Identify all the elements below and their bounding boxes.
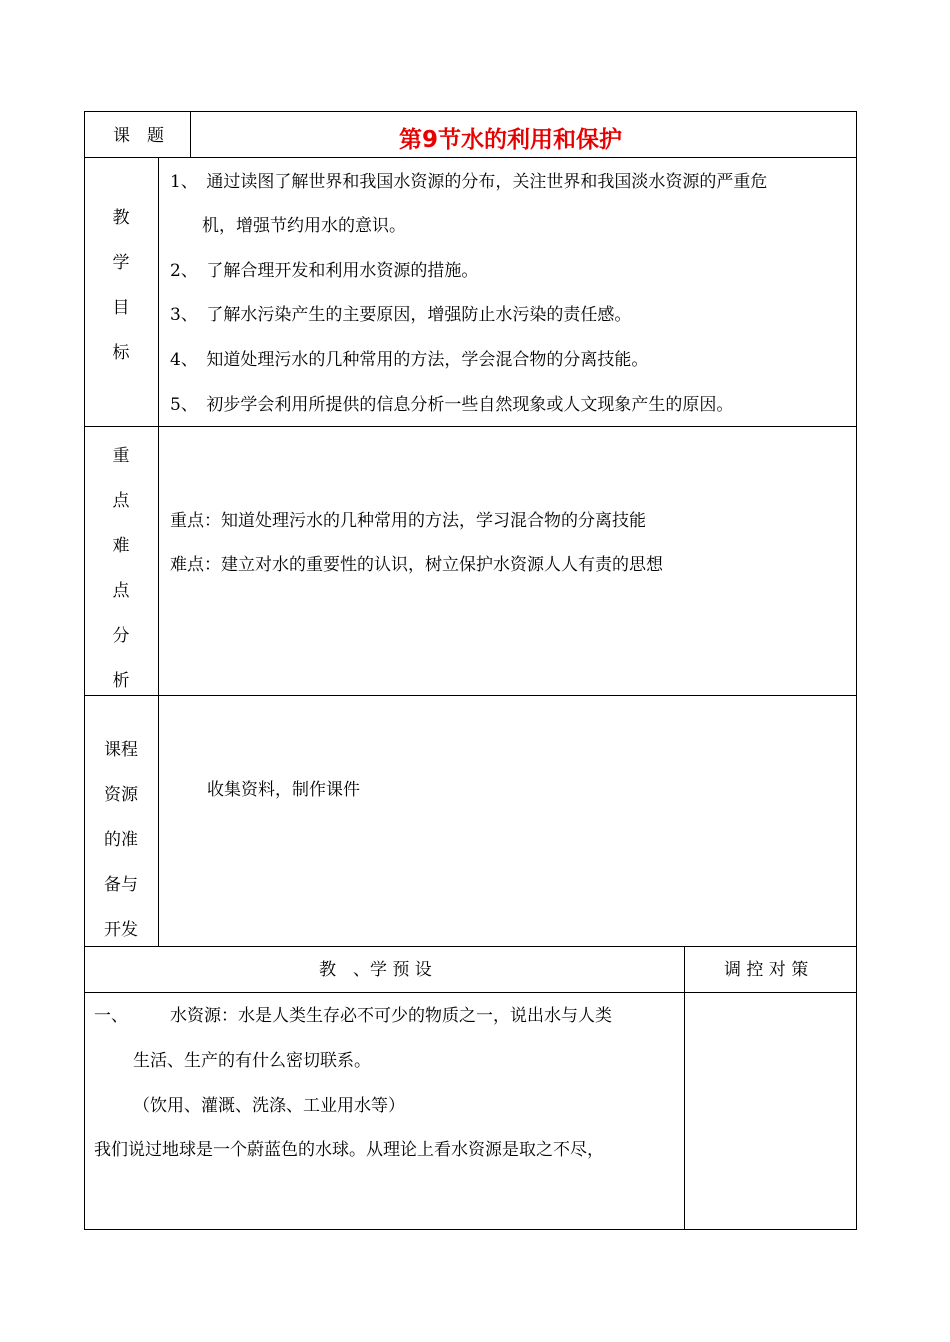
objective-item-2: 2、 了解合理开发和利用水资源的措施。 xyxy=(170,261,479,281)
objective-item-1: 1、 通过读图了解世界和我国水资源的分布，关注世界和我国淡水资源的严重危 xyxy=(170,172,768,192)
resources-label-line: 开发 xyxy=(104,920,138,940)
row-divider-resources xyxy=(84,946,857,947)
objective-item-5: 5、 初步学会利用所提供的信息分析一些自然现象或人文现象产生的原因。 xyxy=(170,395,734,415)
topic-label: 课 题 xyxy=(113,126,164,146)
page-title: 第9节水的利用和保护 xyxy=(399,127,623,153)
key-points-label-char: 难 xyxy=(112,536,130,556)
objective-item-1-cont: 机，增强节约用水的意识。 xyxy=(202,216,406,236)
difficulty-text: 难点：建立对水的重要性的认识，树立保护水资源人人有责的思想 xyxy=(170,555,663,575)
teaching-section-number: 一、 xyxy=(94,1006,128,1026)
row-divider-key-points xyxy=(84,695,857,696)
control-strategy-header: 调 控 对 策 xyxy=(724,960,809,980)
resources-label xyxy=(84,735,158,960)
objectives-label-char: 学 xyxy=(112,253,130,273)
key-points-label-char: 分 xyxy=(112,626,130,646)
teaching-design-header: 教 、学 预 设 xyxy=(319,960,432,980)
col-divider-teaching xyxy=(684,946,685,1230)
teaching-line-3: （饮用、灌溉、洗涤、工业用水等） xyxy=(133,1096,405,1116)
resources-label-line: 资源 xyxy=(104,785,138,805)
row-divider-objectives xyxy=(84,426,857,427)
objectives-label-char: 教 xyxy=(112,208,130,228)
row-divider-header xyxy=(84,157,857,158)
objectives-label-char: 标 xyxy=(112,343,130,363)
key-points-label-char: 点 xyxy=(112,581,130,601)
teaching-line-1: 水资源：水是人类生存必不可少的物质之一，说出水与人类 xyxy=(170,1006,612,1026)
teaching-line-4: 我们说过地球是一个蔚蓝色的水球。从理论上看水资源是取之不尽， xyxy=(94,1140,604,1160)
objectives-label-char: 目 xyxy=(112,298,130,318)
resources-content: 收集资料，制作课件 xyxy=(207,780,360,800)
key-points-label-char: 重 xyxy=(112,446,130,466)
teaching-line-2: 生活、生产的有什么密切联系。 xyxy=(133,1051,371,1071)
resources-label-line: 的准 xyxy=(104,830,138,850)
key-points-label-char: 析 xyxy=(112,671,130,691)
resources-label-line: 备与 xyxy=(104,875,138,895)
key-point-text: 重点：知道处理污水的几种常用的方法，学习混合物的分离技能 xyxy=(170,511,646,531)
objectives-label xyxy=(84,203,158,383)
row-divider-teaching-header xyxy=(84,992,857,993)
key-points-label-char: 点 xyxy=(112,491,130,511)
col-divider-label xyxy=(158,157,159,946)
col-divider-header xyxy=(190,111,191,157)
objective-item-4: 4、 知道处理污水的几种常用的方法，学会混合物的分离技能。 xyxy=(170,350,649,370)
key-points-label xyxy=(84,441,158,711)
resources-label-line: 课程 xyxy=(104,740,138,760)
objective-item-3: 3、 了解水污染产生的主要原因，增强防止水污染的责任感。 xyxy=(170,305,632,325)
